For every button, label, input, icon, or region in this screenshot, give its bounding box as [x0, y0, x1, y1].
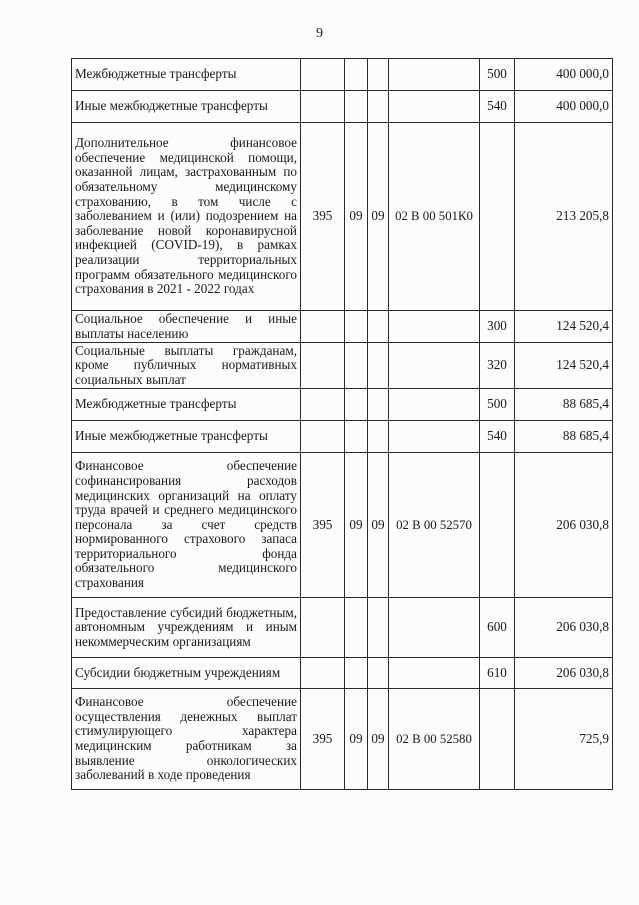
row-amount-cell: 124 520,4 — [515, 311, 613, 343]
row-target-cell: 02 В 00 52570 — [389, 453, 480, 598]
row-subsection-cell: 09 — [368, 689, 389, 790]
row-target-cell — [389, 389, 480, 421]
row-name-cell: Субсидии бюджетным учреждениям — [72, 658, 301, 689]
row-section-cell — [345, 311, 368, 343]
row-expense-type-cell: 300 — [480, 311, 515, 343]
budget-table-body — [72, 59, 613, 790]
row-target-cell — [389, 59, 480, 91]
row-section-cell — [345, 658, 368, 689]
row-expense-type-cell: 600 — [480, 598, 515, 658]
table-row — [72, 421, 613, 453]
row-expense-type-cell: 320 — [480, 343, 515, 389]
table-row — [72, 598, 613, 658]
row-target-cell — [389, 91, 480, 123]
row-name-cell: Финансовое обеспечение осуществления денежных выплат стимулирующего характера медицинским работникам за выявление онкологических заболеваний в ходе проведения — [72, 689, 301, 790]
row-subsection-cell — [368, 598, 389, 658]
row-amount-cell: 88 685,4 — [515, 389, 613, 421]
row-target-cell — [389, 421, 480, 453]
row-amount-cell: 400 000,0 — [515, 59, 613, 91]
row-target-cell: 02 В 00 501К0 — [389, 123, 480, 311]
row-subsection-cell — [368, 59, 389, 91]
row-section-cell: 09 — [345, 689, 368, 790]
row-amount-cell: 725,9 — [515, 689, 613, 790]
row-expense-type-cell: 540 — [480, 421, 515, 453]
row-section-cell — [345, 389, 368, 421]
row-section-cell: 09 — [345, 453, 368, 598]
row-amount-cell: 400 000,0 — [515, 91, 613, 123]
row-name-cell: Межбюджетные трансферты — [72, 59, 301, 91]
row-amount-cell: 206 030,8 — [515, 453, 613, 598]
row-code-cell — [301, 389, 345, 421]
row-code-cell: 395 — [301, 689, 345, 790]
row-code-cell: 395 — [301, 453, 345, 598]
table-row — [72, 59, 613, 91]
row-name-cell: Межбюджетные трансферты — [72, 389, 301, 421]
row-target-cell: 02 В 00 52580 — [389, 689, 480, 790]
row-name-cell: Социальное обеспечение и иные выплаты населению — [72, 311, 301, 343]
row-name-cell: Иные межбюджетные трансферты — [72, 421, 301, 453]
row-code-cell — [301, 59, 345, 91]
row-code-cell — [301, 658, 345, 689]
row-expense-type-cell — [480, 689, 515, 790]
table-row — [72, 689, 613, 790]
row-subsection-cell — [368, 343, 389, 389]
row-expense-type-cell: 500 — [480, 59, 515, 91]
table-row — [72, 343, 613, 389]
row-expense-type-cell: 540 — [480, 91, 515, 123]
row-name-cell: Дополнительное финансовое обеспечение медицинской помощи, оказанной лицам, застрахованным по обязательному медицинскому страхованию, в том числе с заболеванием и (или) подозрением на заболевание новой коронавирусной инфекцией (COVID-19), в рамках реализации территориальных программ обязательного медицинского страхования в 2021 - 2022 годах — [72, 123, 301, 311]
row-expense-type-cell: 610 — [480, 658, 515, 689]
row-code-cell — [301, 311, 345, 343]
row-code-cell — [301, 598, 345, 658]
table-row — [72, 658, 613, 689]
row-code-cell — [301, 343, 345, 389]
row-target-cell — [389, 343, 480, 389]
row-subsection-cell: 09 — [368, 123, 389, 311]
row-name-cell: Социальные выплаты гражданам, кроме публичных нормативных социальных выплат — [72, 343, 301, 389]
row-name-cell: Предоставление субсидий бюджетным, автономным учреждениям и иным некоммерческим организациям — [72, 598, 301, 658]
row-section-cell — [345, 598, 368, 658]
row-subsection-cell: 09 — [368, 453, 389, 598]
row-amount-cell: 124 520,4 — [515, 343, 613, 389]
row-expense-type-cell: 500 — [480, 389, 515, 421]
row-subsection-cell — [368, 311, 389, 343]
row-code-cell — [301, 91, 345, 123]
row-target-cell — [389, 658, 480, 689]
row-name-cell: Финансовое обеспечение софинансирования расходов медицинских организаций на оплату труда врачей и среднего медицинского персонала за счет средств нормированного страхового запаса территориального фонда обязательного медицинского страхования — [72, 453, 301, 598]
row-section-cell — [345, 421, 368, 453]
row-amount-cell: 213 205,8 — [515, 123, 613, 311]
table-row — [72, 389, 613, 421]
row-section-cell — [345, 91, 368, 123]
row-code-cell: 395 — [301, 123, 345, 311]
table-row — [72, 311, 613, 343]
row-subsection-cell — [368, 658, 389, 689]
row-amount-cell: 88 685,4 — [515, 421, 613, 453]
row-section-cell: 09 — [345, 123, 368, 311]
table-row — [72, 91, 613, 123]
row-amount-cell: 206 030,8 — [515, 658, 613, 689]
row-expense-type-cell — [480, 123, 515, 311]
page-number: 9 — [316, 26, 323, 41]
budget-table — [71, 58, 613, 790]
row-target-cell — [389, 311, 480, 343]
row-name-cell: Иные межбюджетные трансферты — [72, 91, 301, 123]
row-amount-cell: 206 030,8 — [515, 598, 613, 658]
row-subsection-cell — [368, 91, 389, 123]
row-target-cell — [389, 598, 480, 658]
row-subsection-cell — [368, 421, 389, 453]
row-section-cell — [345, 59, 368, 91]
row-expense-type-cell — [480, 453, 515, 598]
table-row — [72, 453, 613, 598]
row-subsection-cell — [368, 389, 389, 421]
row-code-cell — [301, 421, 345, 453]
table-row — [72, 123, 613, 311]
row-section-cell — [345, 343, 368, 389]
